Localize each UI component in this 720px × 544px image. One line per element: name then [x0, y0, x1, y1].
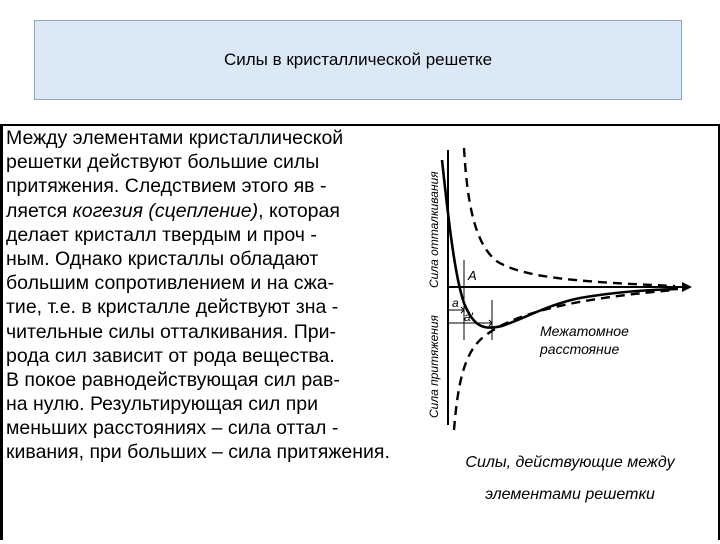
- label-a-prime: a': [464, 310, 473, 324]
- text-segment: ляется: [6, 199, 73, 222]
- text-line: решетки действуют большие силы: [6, 151, 320, 174]
- text-segment: , которая: [258, 199, 340, 222]
- text-line: на нулю. Результирующая сил при: [6, 393, 319, 416]
- text-line: Между элементами кристаллической: [6, 127, 344, 149]
- emphasized-term: когезия (сцепление): [72, 199, 259, 222]
- text-line: делает кристалл твердым и проч -: [6, 223, 317, 246]
- repulsion-curve: [464, 148, 675, 286]
- text-line: тие, т.е. в кристалле действуют зна -: [6, 296, 339, 319]
- attraction-curve: [454, 290, 675, 430]
- text-line: [6, 199, 426, 223]
- slide-title: [34, 20, 682, 100]
- label-A: A: [468, 268, 477, 283]
- diagram-caption: [420, 447, 720, 511]
- x-axis-arrow: [682, 282, 692, 292]
- resultant-curve: [442, 160, 678, 328]
- text-line: рода сил зависит от рода вещества.: [6, 344, 335, 367]
- text-line: ным. Однако кристаллы обладают: [6, 247, 319, 270]
- text-line: притяжения. Следствием этого яв -: [6, 175, 327, 198]
- force-diagram: [420, 140, 700, 440]
- text-line: меньших расстояниях – сила оттал -: [6, 417, 339, 440]
- text-line: чительные силы отталкивания. При-: [6, 320, 336, 343]
- text-line: В покое равнодействующая сил рав-: [6, 368, 340, 391]
- text-line: кивания, при больших – сила притяжения.: [6, 441, 390, 464]
- x-label-line1: Межатомное: [540, 323, 629, 339]
- caption-line: элементами решетки: [485, 486, 655, 503]
- caption-line: Силы, действующие между: [465, 454, 675, 471]
- body-paragraph: [6, 126, 426, 465]
- text-line: большим сопротивлением и на сжа-: [6, 272, 335, 295]
- label-a: a: [452, 296, 459, 310]
- y-label-repulsion: Сила отталкивания: [427, 171, 441, 288]
- frame-left-border: [0, 124, 3, 540]
- slide-title-text: Силы в кристаллической решетке: [223, 50, 493, 69]
- y-label-attraction: Сила притяжения: [427, 315, 441, 418]
- x-label-line2: расстояние: [540, 341, 620, 357]
